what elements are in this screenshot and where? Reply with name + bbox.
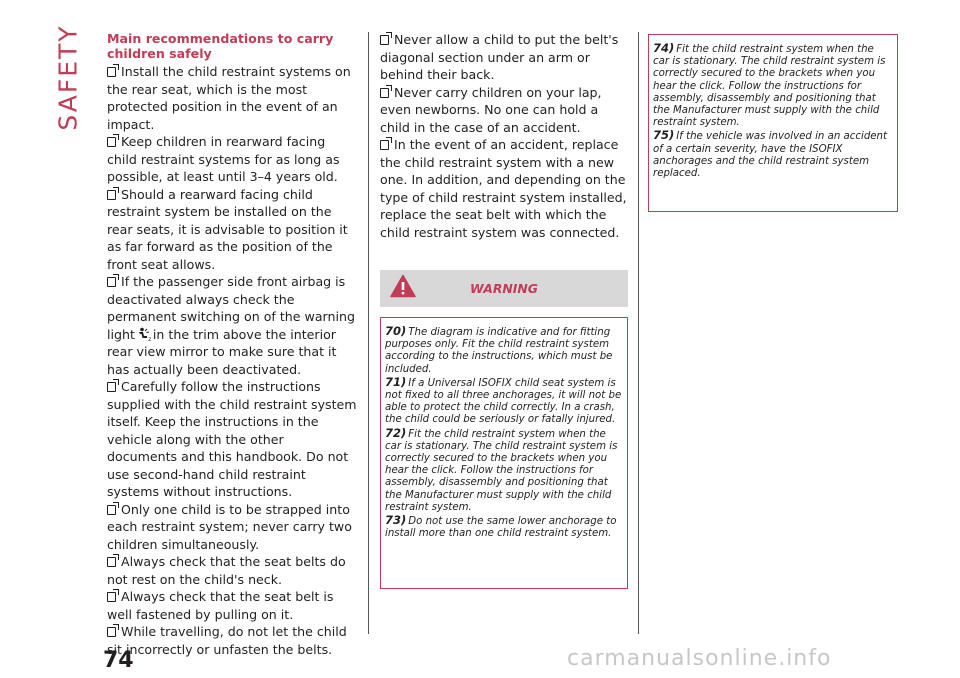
checkbox-bullet-icon [107,557,116,567]
list-item: Always check that the seat belt is well fastened by pulling on it. [107,589,334,622]
list-item: Install the child restraint systems on the rear seat, which is the most protected position in the event of an impact. [107,64,351,132]
warning-note: 70) The diagram is indicative and for fitting purposes only. Fit the child restraint system according to the instructions, which must be included. [385,324,613,375]
list-item: Always check that the seat belts do not rest on the child's neck. [107,554,346,587]
checkbox-bullet-icon [107,277,116,287]
checkbox-bullet-icon [380,140,389,150]
main-column [107,31,357,658]
checkbox-bullet-icon [380,35,389,45]
checkbox-bullet-icon [107,505,116,515]
warning-note: 74) Fit the child restraint system when the car is stationary. The child restraint system is correctly secured to the brackets when you hear the click. Follow the instructions for assembly, disassembly and positioning that the Manufacturer must supply with the child restraint system. [653,41,886,129]
warning-note: 72) Fit the child restraint system when the car is stationary. The child restraint system is correctly secured to the brackets when you hear the click. Follow the instructions for assembly, disassembly and positioning that the Manufacturer must supply with the child restraint system. [385,425,618,513]
watermark: carmanualsonline.info [567,646,832,671]
section-heading: Main recommendations to carry children safely [107,31,334,61]
list-item: Never allow a child to put the belt's diagonal section under an arm or behind their back. [380,32,619,82]
checkbox-bullet-icon [380,88,389,98]
section-label: SAFETY [53,23,83,131]
list-item: Carefully follow the instructions supplied with the child restraint system itself. Keep the instructions in the vehicle along with the other documents and this handbook. Do not use second-hand child restraint systems without instructions. [107,379,357,499]
list-item: Never carry children on your lap, even newborns. No one can hold a child in the case of an accident. [380,84,602,135]
list-item: In the event of an accident, replace the child restraint system with a new one. In addition, and depending on the type of child restraint system installed, replace the seat belt with which the child restraint system was connected. [380,137,627,240]
checkbox-bullet-icon [107,592,116,602]
warning-note: 73) Do not use the same lower anchorage to install more than one child restraint system. [385,513,617,540]
list-item: Should a rearward facing child restraint system be installed on the rear seats, it is advisable to position it as far forward as the position of the front seat allows. [107,186,348,272]
checkbox-bullet-icon [107,67,116,77]
checkbox-bullet-icon [107,190,116,200]
page-number: 74 [103,648,134,673]
checkbox-bullet-icon [107,137,116,147]
list-item: While travelling, do not let the child sit incorrectly or unfasten the belts. [107,624,347,657]
passenger-airbag-off-icon [137,327,151,341]
warning-title: WARNING [470,281,538,296]
checkbox-bullet-icon [107,382,116,392]
column-divider [638,32,639,634]
list-item: Only one child is to be strapped into each restraint system; never carry two children simultaneously. [107,501,352,552]
checkbox-bullet-icon [107,627,116,637]
middle-column [380,31,628,241]
svg-text:2: 2 [147,336,151,341]
warning-note: 75) If the vehicle was involved in an accident of a certain severity, have the ISOFIX anchorages and the child restraint system replaced. [653,128,887,180]
warning-box [380,317,628,589]
warning-note: 71) If a Universal ISOFIX child seat system is not fixed to all three anchorages, it will not be able to protect the child correctly. In a crash, the child could be seriously or fatally injured. [385,374,622,426]
list-item: If the passenger side front airbag is deactivated always check the permanent switching on of the warning light 2 in the trim above the interior rear view mirror to make sure that it has actually been deactivated. [107,274,355,377]
notes-box [648,34,898,212]
warning-header [380,270,628,307]
column-divider [368,32,369,634]
list-item: Keep children in rearward facing child restraint systems for as long as possible, at least until 3–4 years old. [107,134,340,184]
